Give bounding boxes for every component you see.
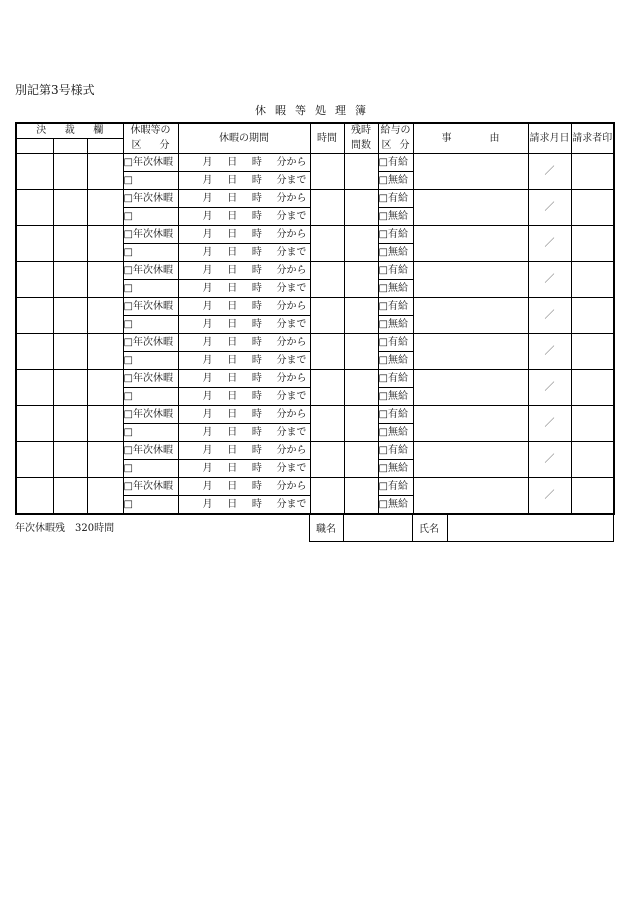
remaining-hours-cell[interactable] xyxy=(344,370,378,406)
period-to[interactable] xyxy=(178,244,310,262)
header-request-date: 請求月日 xyxy=(528,123,571,154)
header-remaining: 残時 xyxy=(344,123,378,139)
header-kessai-char: 裁 xyxy=(64,125,75,136)
paid-checkbox[interactable]: □有給 xyxy=(378,370,413,388)
month-label: 月 xyxy=(202,318,213,330)
unpaid-checkbox[interactable]: □無給 xyxy=(378,244,413,262)
from-label: 分から xyxy=(276,228,307,240)
kubun-other-checkbox[interactable]: □ xyxy=(123,316,178,334)
period-to[interactable] xyxy=(178,388,310,406)
request-date-cell[interactable]: ／ xyxy=(528,298,571,334)
hour-label: 時 xyxy=(251,480,262,492)
reason-cell[interactable] xyxy=(413,262,528,298)
kessai-cell[interactable] xyxy=(53,262,87,298)
day-label: 日 xyxy=(227,444,238,456)
kessai-cell[interactable] xyxy=(53,154,87,190)
period-from[interactable] xyxy=(178,190,310,208)
header-kyuyo-bottom xyxy=(378,139,413,154)
to-label: 分まで xyxy=(276,426,307,438)
month-label: 月 xyxy=(202,372,213,384)
seal-cell[interactable] xyxy=(571,262,614,298)
unpaid-checkbox[interactable]: □無給 xyxy=(378,316,413,334)
kessai-cell[interactable] xyxy=(87,262,123,298)
kessai-cell[interactable] xyxy=(16,262,53,298)
signature-table xyxy=(309,513,614,542)
from-label: 分から xyxy=(276,264,307,276)
day-label: 日 xyxy=(227,246,238,258)
hour-label: 時 xyxy=(251,192,262,204)
to-label: 分まで xyxy=(276,354,307,366)
hour-label: 時 xyxy=(251,156,262,168)
month-label: 月 xyxy=(202,336,213,348)
month-label: 月 xyxy=(202,426,213,438)
unpaid-checkbox[interactable]: □無給 xyxy=(378,352,413,370)
day-label: 日 xyxy=(227,192,238,204)
day-label: 日 xyxy=(227,336,238,348)
from-label: 分から xyxy=(276,156,307,168)
period-to[interactable] xyxy=(178,460,310,478)
kessai-cell[interactable] xyxy=(16,334,53,370)
day-label: 日 xyxy=(227,174,238,186)
month-label: 月 xyxy=(202,462,213,474)
period-from[interactable] xyxy=(178,406,310,424)
seal-cell[interactable] xyxy=(571,370,614,406)
paid-checkbox[interactable]: □有給 xyxy=(378,478,413,496)
hours-cell[interactable] xyxy=(310,226,344,262)
hour-label: 時 xyxy=(251,174,262,186)
hour-label: 時 xyxy=(251,264,262,276)
kessai-cell[interactable] xyxy=(87,370,123,406)
day-label: 日 xyxy=(227,210,238,222)
reason-cell[interactable] xyxy=(413,190,528,226)
unpaid-checkbox[interactable]: □無給 xyxy=(378,424,413,442)
kubun-annual-leave-checkbox[interactable]: □年次休暇 xyxy=(123,442,178,460)
header-kyuyo-char: 分 xyxy=(399,139,410,151)
kubun-annual-leave-checkbox[interactable]: □年次休暇 xyxy=(123,298,178,316)
header-kyuyo-char: 区 xyxy=(381,139,392,151)
kessai-cell[interactable] xyxy=(53,370,87,406)
month-label: 月 xyxy=(202,354,213,366)
seal-cell[interactable] xyxy=(571,442,614,478)
period-from[interactable] xyxy=(178,154,310,172)
request-date-cell[interactable]: ／ xyxy=(528,226,571,262)
hour-label: 時 xyxy=(251,300,262,312)
header-row-1 xyxy=(16,123,614,139)
form-title: 休暇等処理簿 xyxy=(255,104,375,117)
month-label: 月 xyxy=(202,246,213,258)
month-label: 月 xyxy=(202,264,213,276)
hour-label: 時 xyxy=(251,408,262,420)
entry-row xyxy=(16,190,614,208)
hours-cell[interactable] xyxy=(310,334,344,370)
kessai-cell[interactable] xyxy=(87,334,123,370)
entry-row xyxy=(16,442,614,460)
from-label: 分から xyxy=(276,300,307,312)
kessai-cell xyxy=(53,139,87,154)
hours-cell[interactable] xyxy=(310,406,344,442)
reason-cell[interactable] xyxy=(413,370,528,406)
remaining-hours-cell[interactable] xyxy=(344,442,378,478)
hour-label: 時 xyxy=(251,228,262,240)
day-label: 日 xyxy=(227,426,238,438)
month-label: 月 xyxy=(202,156,213,168)
period-to[interactable] xyxy=(178,208,310,226)
day-label: 日 xyxy=(227,408,238,420)
kessai-cell[interactable] xyxy=(87,406,123,442)
seal-cell[interactable] xyxy=(571,298,614,334)
kubun-annual-leave-checkbox[interactable]: □年次休暇 xyxy=(123,190,178,208)
kubun-other-checkbox[interactable]: □ xyxy=(123,244,178,262)
from-label: 分から xyxy=(276,372,307,384)
month-label: 月 xyxy=(202,480,213,492)
month-label: 月 xyxy=(202,300,213,312)
kessai-cell[interactable] xyxy=(16,478,53,515)
kubun-other-checkbox[interactable]: □ xyxy=(123,352,178,370)
leave-record-table xyxy=(15,122,615,515)
reason-cell[interactable] xyxy=(413,334,528,370)
kubun-annual-leave-checkbox[interactable]: □年次休暇 xyxy=(123,154,178,172)
period-from[interactable] xyxy=(178,298,310,316)
period-to[interactable] xyxy=(178,496,310,515)
to-label: 分まで xyxy=(276,282,307,294)
hours-cell[interactable] xyxy=(310,154,344,190)
to-label: 分まで xyxy=(276,246,307,258)
to-label: 分まで xyxy=(276,498,307,510)
request-date-cell[interactable]: ／ xyxy=(528,406,571,442)
day-label: 日 xyxy=(227,156,238,168)
kubun-other-checkbox[interactable]: □ xyxy=(123,388,178,406)
month-label: 月 xyxy=(202,210,213,222)
kessai-cell[interactable] xyxy=(16,190,53,226)
paid-checkbox[interactable]: □有給 xyxy=(378,334,413,352)
day-label: 日 xyxy=(227,264,238,276)
reason-cell[interactable] xyxy=(413,478,528,515)
kessai-cell[interactable] xyxy=(16,154,53,190)
from-label: 分から xyxy=(276,480,307,492)
period-to[interactable] xyxy=(178,316,310,334)
name-label: 氏名 xyxy=(413,514,448,542)
hour-label: 時 xyxy=(251,210,262,222)
period-to[interactable] xyxy=(178,172,310,190)
hour-label: 時 xyxy=(251,444,262,456)
request-date-cell[interactable]: ／ xyxy=(528,262,571,298)
from-label: 分から xyxy=(276,444,307,456)
entry-row xyxy=(16,226,614,244)
to-label: 分まで xyxy=(276,462,307,474)
month-label: 月 xyxy=(202,192,213,204)
kessai-cell xyxy=(87,139,123,154)
remaining-hours-cell[interactable] xyxy=(344,262,378,298)
kessai-cell[interactable] xyxy=(87,478,123,515)
seal-cell[interactable] xyxy=(571,154,614,190)
day-label: 日 xyxy=(227,300,238,312)
unpaid-checkbox[interactable]: □無給 xyxy=(378,280,413,298)
header-reason-char: 由 xyxy=(489,132,500,144)
hour-label: 時 xyxy=(251,282,262,294)
paid-checkbox[interactable]: □有給 xyxy=(378,226,413,244)
header-reason-char: 事 xyxy=(441,132,452,144)
paid-checkbox[interactable]: □有給 xyxy=(378,406,413,424)
hours-cell[interactable] xyxy=(310,478,344,515)
day-label: 日 xyxy=(227,282,238,294)
seal-cell[interactable] xyxy=(571,334,614,370)
reason-cell[interactable] xyxy=(413,298,528,334)
month-label: 月 xyxy=(202,174,213,186)
hour-label: 時 xyxy=(251,498,262,510)
day-label: 日 xyxy=(227,498,238,510)
from-label: 分から xyxy=(276,192,307,204)
kessai-cell[interactable] xyxy=(16,406,53,442)
header-kubun: 休暇等の xyxy=(123,123,178,139)
kessai-cell[interactable] xyxy=(53,298,87,334)
remaining-hours-cell[interactable] xyxy=(344,226,378,262)
kubun-other-checkbox[interactable]: □ xyxy=(123,496,178,515)
period-from[interactable] xyxy=(178,334,310,352)
header-hours: 時間 xyxy=(310,123,344,154)
remaining-hours-cell[interactable] xyxy=(344,334,378,370)
header-kubun-bottom xyxy=(123,139,178,154)
kubun-annual-leave-checkbox[interactable]: □年次休暇 xyxy=(123,334,178,352)
header-remaining-bottom: 間数 xyxy=(344,139,378,154)
entry-row xyxy=(16,154,614,172)
to-label: 分まで xyxy=(276,390,307,402)
request-date-cell[interactable]: ／ xyxy=(528,190,571,226)
remaining-hours-cell[interactable] xyxy=(344,478,378,515)
kubun-annual-leave-checkbox[interactable]: □年次休暇 xyxy=(123,262,178,280)
unpaid-checkbox[interactable]: □無給 xyxy=(378,208,413,226)
entry-row xyxy=(16,478,614,496)
entry-row xyxy=(16,406,614,424)
request-date-cell[interactable]: ／ xyxy=(528,370,571,406)
hour-label: 時 xyxy=(251,336,262,348)
day-label: 日 xyxy=(227,354,238,366)
entry-row xyxy=(16,370,614,388)
kessai-cell[interactable] xyxy=(16,442,53,478)
unpaid-checkbox[interactable]: □無給 xyxy=(378,172,413,190)
header-kessai xyxy=(16,123,123,139)
remaining-hours-cell[interactable] xyxy=(344,154,378,190)
kessai-cell[interactable] xyxy=(53,190,87,226)
month-label: 月 xyxy=(202,390,213,402)
reason-cell[interactable] xyxy=(413,226,528,262)
period-from[interactable] xyxy=(178,226,310,244)
job-title-field[interactable] xyxy=(344,514,413,542)
unpaid-checkbox[interactable]: □無給 xyxy=(378,496,413,515)
header-kyuyo: 給与の xyxy=(378,123,413,139)
hour-label: 時 xyxy=(251,246,262,258)
hour-label: 時 xyxy=(251,426,262,438)
day-label: 日 xyxy=(227,462,238,474)
kessai-cell[interactable] xyxy=(16,370,53,406)
to-label: 分まで xyxy=(276,210,307,222)
paid-checkbox[interactable]: □有給 xyxy=(378,190,413,208)
kubun-other-checkbox[interactable]: □ xyxy=(123,208,178,226)
request-date-cell[interactable]: ／ xyxy=(528,478,571,515)
kessai-cell[interactable] xyxy=(16,226,53,262)
day-label: 日 xyxy=(227,318,238,330)
paid-checkbox[interactable]: □有給 xyxy=(378,298,413,316)
entry-row xyxy=(16,298,614,316)
kessai-cell[interactable] xyxy=(87,190,123,226)
header-requester-seal: 請求者印 xyxy=(571,123,614,154)
period-from[interactable] xyxy=(178,370,310,388)
kubun-other-checkbox[interactable]: □ xyxy=(123,460,178,478)
reason-cell[interactable] xyxy=(413,406,528,442)
seal-cell[interactable] xyxy=(571,226,614,262)
header-kessai-char: 欄 xyxy=(93,125,104,136)
seal-cell[interactable] xyxy=(571,478,614,515)
from-label: 分から xyxy=(276,336,307,348)
kubun-annual-leave-checkbox[interactable]: □年次休暇 xyxy=(123,370,178,388)
paid-checkbox[interactable]: □有給 xyxy=(378,442,413,460)
hour-label: 時 xyxy=(251,390,262,402)
seal-cell[interactable] xyxy=(571,190,614,226)
period-to[interactable] xyxy=(178,280,310,298)
request-date-cell[interactable]: ／ xyxy=(528,334,571,370)
name-field[interactable] xyxy=(448,514,614,542)
kubun-other-checkbox[interactable]: □ xyxy=(123,424,178,442)
period-from[interactable] xyxy=(178,262,310,280)
month-label: 月 xyxy=(202,228,213,240)
kessai-cell[interactable] xyxy=(16,298,53,334)
kessai-cell[interactable] xyxy=(53,478,87,515)
paid-checkbox[interactable]: □有給 xyxy=(378,154,413,172)
day-label: 日 xyxy=(227,390,238,402)
header-kubun-char: 区 xyxy=(131,139,142,151)
day-label: 日 xyxy=(227,372,238,384)
kessai-cell[interactable] xyxy=(53,442,87,478)
hour-label: 時 xyxy=(251,318,262,330)
header-period: 休暇の期間 xyxy=(178,123,310,154)
from-label: 分から xyxy=(276,408,307,420)
kubun-annual-leave-checkbox[interactable]: □年次休暇 xyxy=(123,226,178,244)
month-label: 月 xyxy=(202,498,213,510)
request-date-cell[interactable]: ／ xyxy=(528,442,571,478)
period-to[interactable] xyxy=(178,424,310,442)
month-label: 月 xyxy=(202,408,213,420)
period-from[interactable] xyxy=(178,442,310,460)
remaining-hours-cell[interactable] xyxy=(344,298,378,334)
kessai-cell[interactable] xyxy=(87,154,123,190)
kessai-cell[interactable] xyxy=(87,298,123,334)
hour-label: 時 xyxy=(251,354,262,366)
entry-row xyxy=(16,262,614,280)
header-reason xyxy=(413,123,528,154)
hours-cell[interactable] xyxy=(310,262,344,298)
hours-cell[interactable] xyxy=(310,442,344,478)
to-label: 分まで xyxy=(276,174,307,186)
header-kessai-char: 決 xyxy=(36,125,47,136)
kessai-cell[interactable] xyxy=(87,442,123,478)
hour-label: 時 xyxy=(251,372,262,384)
period-from[interactable] xyxy=(178,478,310,496)
reason-cell[interactable] xyxy=(413,442,528,478)
day-label: 日 xyxy=(227,228,238,240)
day-label: 日 xyxy=(227,480,238,492)
hour-label: 時 xyxy=(251,462,262,474)
paid-checkbox[interactable]: □有給 xyxy=(378,262,413,280)
remaining-hours-cell[interactable] xyxy=(344,406,378,442)
kessai-cell[interactable] xyxy=(53,334,87,370)
to-label: 分まで xyxy=(276,318,307,330)
kessai-cell[interactable] xyxy=(87,226,123,262)
unpaid-checkbox[interactable]: □無給 xyxy=(378,388,413,406)
kubun-annual-leave-checkbox[interactable]: □年次休暇 xyxy=(123,406,178,424)
period-to[interactable] xyxy=(178,352,310,370)
form-label: 別記第3号様式 xyxy=(15,83,95,97)
hours-cell[interactable] xyxy=(310,298,344,334)
kubun-other-checkbox[interactable]: □ xyxy=(123,280,178,298)
remaining-annual-leave: 年次休暇残 320時間 xyxy=(15,523,115,534)
kubun-annual-leave-checkbox[interactable]: □年次休暇 xyxy=(123,478,178,496)
entry-row xyxy=(16,334,614,352)
request-date-cell[interactable]: ／ xyxy=(528,154,571,190)
reason-cell[interactable] xyxy=(413,154,528,190)
month-label: 月 xyxy=(202,444,213,456)
header-kubun-char: 分 xyxy=(159,139,170,151)
hours-cell[interactable] xyxy=(310,190,344,226)
job-title-label: 職名 xyxy=(310,514,344,542)
kessai-cell xyxy=(16,139,53,154)
month-label: 月 xyxy=(202,282,213,294)
kubun-other-checkbox[interactable]: □ xyxy=(123,172,178,190)
kessai-cell[interactable] xyxy=(53,406,87,442)
kessai-cell[interactable] xyxy=(53,226,87,262)
seal-cell[interactable] xyxy=(571,406,614,442)
remaining-hours-cell[interactable] xyxy=(344,190,378,226)
unpaid-checkbox[interactable]: □無給 xyxy=(378,460,413,478)
hours-cell[interactable] xyxy=(310,370,344,406)
